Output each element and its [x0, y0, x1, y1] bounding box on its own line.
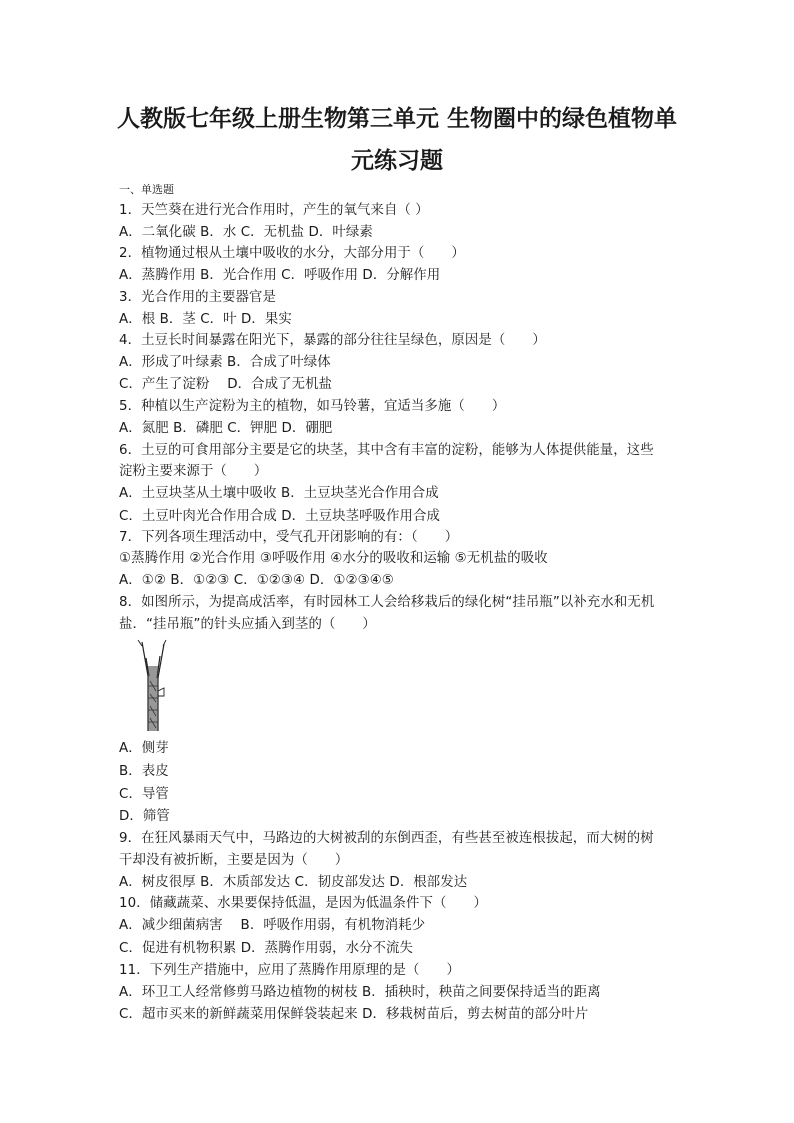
document-title-line-2: 元练习题	[351, 148, 443, 174]
question-8-option-c: C．导管	[119, 787, 169, 802]
question-6-options-cd: C．土豆叶肉光合作用合成 D．土豆块茎呼吸作用合成	[119, 509, 441, 524]
question-7: 7．下列各项生理活动中，受气孔开闭影响的有：（ ）	[119, 530, 459, 545]
question-4-options-cd: C．产生了淀粉 D．合成了无机盐	[119, 377, 333, 392]
question-9-options: A．树皮很厚 B．木质部发达 C．韧皮部发达 D．根部发达	[119, 875, 468, 890]
question-9: 9．在狂风暴雨天气中，马路边的大树被刮的东倒西歪，有些甚至被连根拔起，而大树的树	[119, 831, 654, 846]
question-5: 5．种植以生产淀粉为主的植物，如马铃薯，宜适当多施（ ）	[119, 399, 506, 414]
section-heading: 一、单选题	[119, 183, 174, 196]
question-1-options: A．二氧化碳 B．水 C．无机盐 D．叶绿素	[119, 225, 373, 240]
question-6-options-ab: A．土豆块茎从土壤中吸收 B．土豆块茎光合作用合成	[119, 486, 439, 501]
question-11: 11．下列生产措施中，应用了蒸腾作用原理的是（ ）	[119, 963, 461, 978]
question-11-options-ab: A．环卫工人经常修剪马路边植物的树枝 B．插秧时，秧苗之间要保持适当的距离	[119, 985, 601, 1000]
question-4-options-ab: A．形成了叶绿素 B．合成了叶绿体	[119, 355, 331, 370]
question-7-items: ①蒸腾作用 ②光合作用 ③呼吸作用 ④水分的吸收和运输 ⑤无机盐的吸收	[119, 551, 548, 566]
question-8-option-a: A．侧芽	[119, 741, 169, 756]
trunk-shading	[148, 666, 158, 731]
question-2: 2．植物通过根从土壤中吸收的水分，大部分用于（ ）	[119, 246, 465, 261]
question-2-options: A．蒸腾作用 B．光合作用 C．呼吸作用 D．分解作用	[119, 268, 441, 283]
question-6: 6．土豆的可食用部分主要是它的块茎，其中含有丰富的淀粉，能够为人体提供能量，这些	[119, 443, 654, 458]
question-9-continued: 干却没有被折断，主要是因为（ ）	[119, 853, 349, 868]
question-3-options: A．根 B．茎 C．叶 D．果实	[119, 312, 292, 327]
question-8-option-b: B．表皮	[119, 764, 169, 779]
question-6-continued: 淀粉主要来源于（ ）	[119, 464, 268, 479]
question-1: 1．天竺葵在进行光合作用时，产生的氧气来自（ ）	[119, 203, 429, 218]
question-8-option-d: D．筛管	[119, 809, 170, 824]
question-8: 8．如图所示，为提高成活率，有时园林工人会给移栽后的绿化树“挂吊瓶”以补充水和无机	[119, 595, 655, 610]
question-10-options-ab: A．减少细菌病害 B．呼吸作用弱，有机物消耗少	[119, 918, 426, 933]
question-3: 3．光合作用的主要器官是	[119, 290, 277, 305]
question-10: 10．储藏蔬菜、水果要保持低温，是因为低温条件下（ ）	[119, 896, 487, 911]
question-7-options: A．①② B．①②③ C．①②③④ D．①②③④⑤	[119, 573, 394, 588]
document-title-line-1: 人教版七年级上册生物第三单元 生物圈中的绿色植物单	[116, 106, 677, 132]
question-5-options: A．氮肥 B．磷肥 C．钾肥 D．硼肥	[119, 421, 333, 436]
tree-trunk-figure	[126, 636, 174, 732]
question-11-options-cd: C．超市买来的新鲜蔬菜用保鲜袋装起来 D．移栽树苗后，剪去树苗的部分叶片	[119, 1007, 589, 1022]
question-10-options-cd: C．促进有机物积累 D．蒸腾作用弱，水分不流失	[119, 941, 414, 956]
question-4: 4．土豆长时间暴露在阳光下，暴露的部分往往呈绿色，原因是（ ）	[119, 333, 546, 348]
question-8-continued: 盐．“挂吊瓶”的针头应插入到茎的（ ）	[119, 617, 376, 632]
